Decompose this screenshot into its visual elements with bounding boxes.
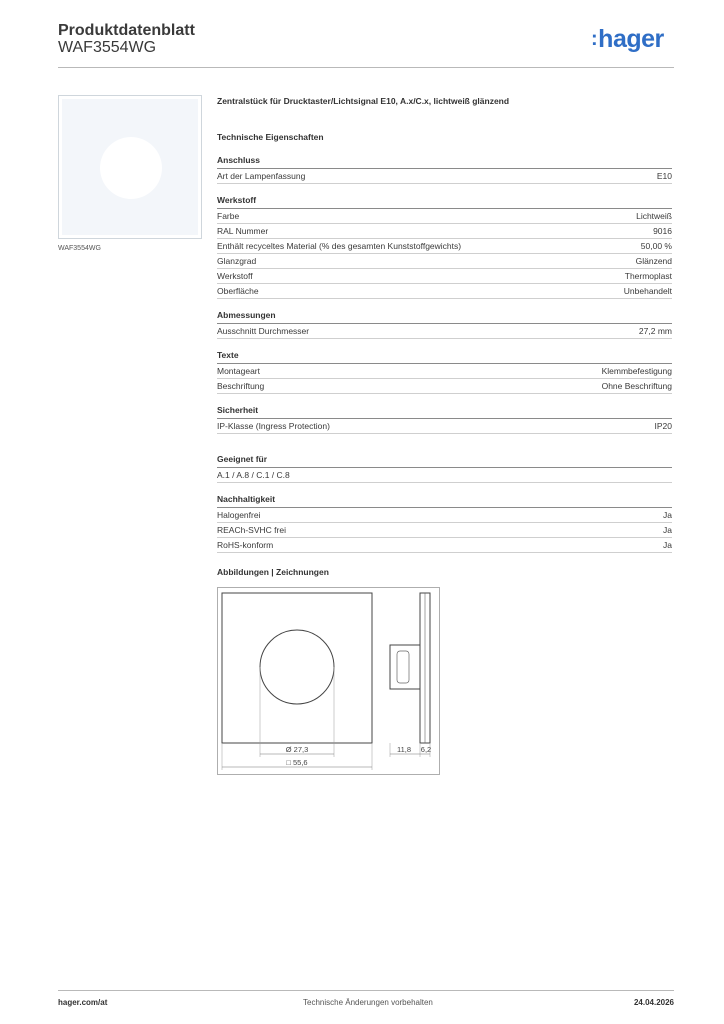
- spec-row: [217, 379, 672, 394]
- spec-label: Oberfläche: [217, 286, 259, 296]
- side-view-connector: [390, 645, 420, 689]
- product-image-caption: WAF3554WG: [58, 245, 101, 252]
- spec-value: Ja: [663, 525, 672, 535]
- spec-row: [217, 209, 672, 224]
- technical-drawing: [217, 587, 441, 777]
- spec-section-title: Anschluss: [217, 155, 672, 169]
- spec-row: [217, 284, 672, 299]
- spec-label: IP-Klasse (Ingress Protection): [217, 421, 330, 431]
- spec-label: Beschriftung: [217, 381, 265, 391]
- spec-label: Montageart: [217, 366, 260, 376]
- dim-depth-1-label: 11,8: [396, 745, 412, 754]
- spec-value: E10: [656, 171, 672, 181]
- footer-divider: [58, 990, 674, 991]
- spec-label: A.1 / A.8 / C.1 / C.8: [217, 470, 290, 480]
- spec-row: [217, 508, 672, 523]
- cover-plate: [62, 99, 198, 235]
- specification-column: [217, 96, 672, 581]
- spec-value: Thermoplast: [624, 271, 672, 281]
- spec-section-title: Geeignet für: [217, 454, 672, 468]
- spec-label: RoHS-konform: [217, 540, 274, 550]
- header-divider: [58, 67, 674, 68]
- spec-row: [217, 538, 672, 553]
- spec-section-title: Texte: [217, 350, 672, 364]
- front-view-opening: [260, 630, 334, 704]
- spec-row: [217, 523, 672, 538]
- spec-label: Farbe: [217, 211, 240, 221]
- spec-value: Ohne Beschriftung: [601, 381, 672, 391]
- spec-label: Ausschnitt Durchmesser: [217, 326, 310, 336]
- product-description: Zentralstück für Drucktaster/Lichtsignal E10, A.x/C.x, lichtweiß glänzend: [217, 96, 510, 106]
- spec-section: [217, 155, 672, 184]
- spec-row: [217, 324, 672, 339]
- spec-label: Art der Lampenfassung: [217, 171, 306, 181]
- spec-value: Unbehandelt: [623, 286, 672, 296]
- spec-section: [217, 454, 672, 483]
- spec-sections: [217, 155, 672, 553]
- technical-properties-heading: Technische Eigenschaften: [217, 132, 324, 142]
- spec-section-title: Abmessungen: [217, 310, 672, 324]
- front-view-plate: [222, 593, 372, 743]
- spec-section-title: Werkstoff: [217, 195, 672, 209]
- spec-section: [217, 310, 672, 339]
- spec-value: Lichtweiß: [636, 211, 672, 221]
- product-code: WAF3554WG: [58, 39, 157, 56]
- spec-section-title: Nachhaltigkeit: [217, 494, 672, 508]
- spec-section: [217, 494, 672, 553]
- spec-row: [217, 269, 672, 284]
- spec-value: Glänzend: [635, 256, 672, 266]
- spec-row: [217, 169, 672, 184]
- spec-value: 9016: [653, 226, 672, 236]
- spec-row: [217, 254, 672, 269]
- logo-text: hager: [598, 25, 664, 53]
- spec-section: [217, 195, 672, 299]
- footer-date: 24.04.2026: [633, 998, 674, 1007]
- side-view-connector-inner: [397, 651, 409, 683]
- product-image: [58, 95, 202, 239]
- hager-logo: :hager: [591, 25, 664, 53]
- dim-depth-2-label: 6,2: [420, 745, 432, 754]
- spec-row: [217, 364, 672, 379]
- footer-notice: Technische Änderungen vorbehalten: [303, 998, 433, 1007]
- spec-value: Klemmbefestigung: [601, 366, 672, 376]
- spec-row: [217, 224, 672, 239]
- document-title: Produktdatenblatt: [58, 22, 195, 39]
- spec-section: [217, 405, 672, 434]
- spec-value: Ja: [663, 510, 672, 520]
- spec-value: Ja: [663, 540, 672, 550]
- spec-label: Glanzgrad: [217, 256, 257, 266]
- footer-website: hager.com/at: [58, 998, 108, 1007]
- spec-label: REACh-SVHC frei: [217, 525, 286, 535]
- spec-row: [217, 239, 672, 254]
- cover-opening: [100, 137, 162, 199]
- spec-section-title: Sicherheit: [217, 405, 672, 419]
- spec-label: RAL Nummer: [217, 226, 269, 236]
- dim-diameter-label: Ø 27,3: [285, 745, 309, 754]
- spec-label: Werkstoff: [217, 271, 253, 281]
- spec-section: [217, 350, 672, 394]
- spec-row: [217, 468, 672, 483]
- spec-value: IP20: [654, 421, 672, 431]
- spec-value: 27,2 mm: [638, 326, 672, 336]
- dim-square-label: □ 55,6: [286, 758, 308, 767]
- drawings-heading: Abbildungen | Zeichnungen: [217, 567, 329, 577]
- spec-label: Enthält recyceltes Material (% des gesamten Kunststoffgewichts): [217, 241, 462, 251]
- spec-label: Halogenfrei: [217, 510, 261, 520]
- spec-value: 50,00 %: [640, 241, 672, 251]
- spec-row: [217, 419, 672, 434]
